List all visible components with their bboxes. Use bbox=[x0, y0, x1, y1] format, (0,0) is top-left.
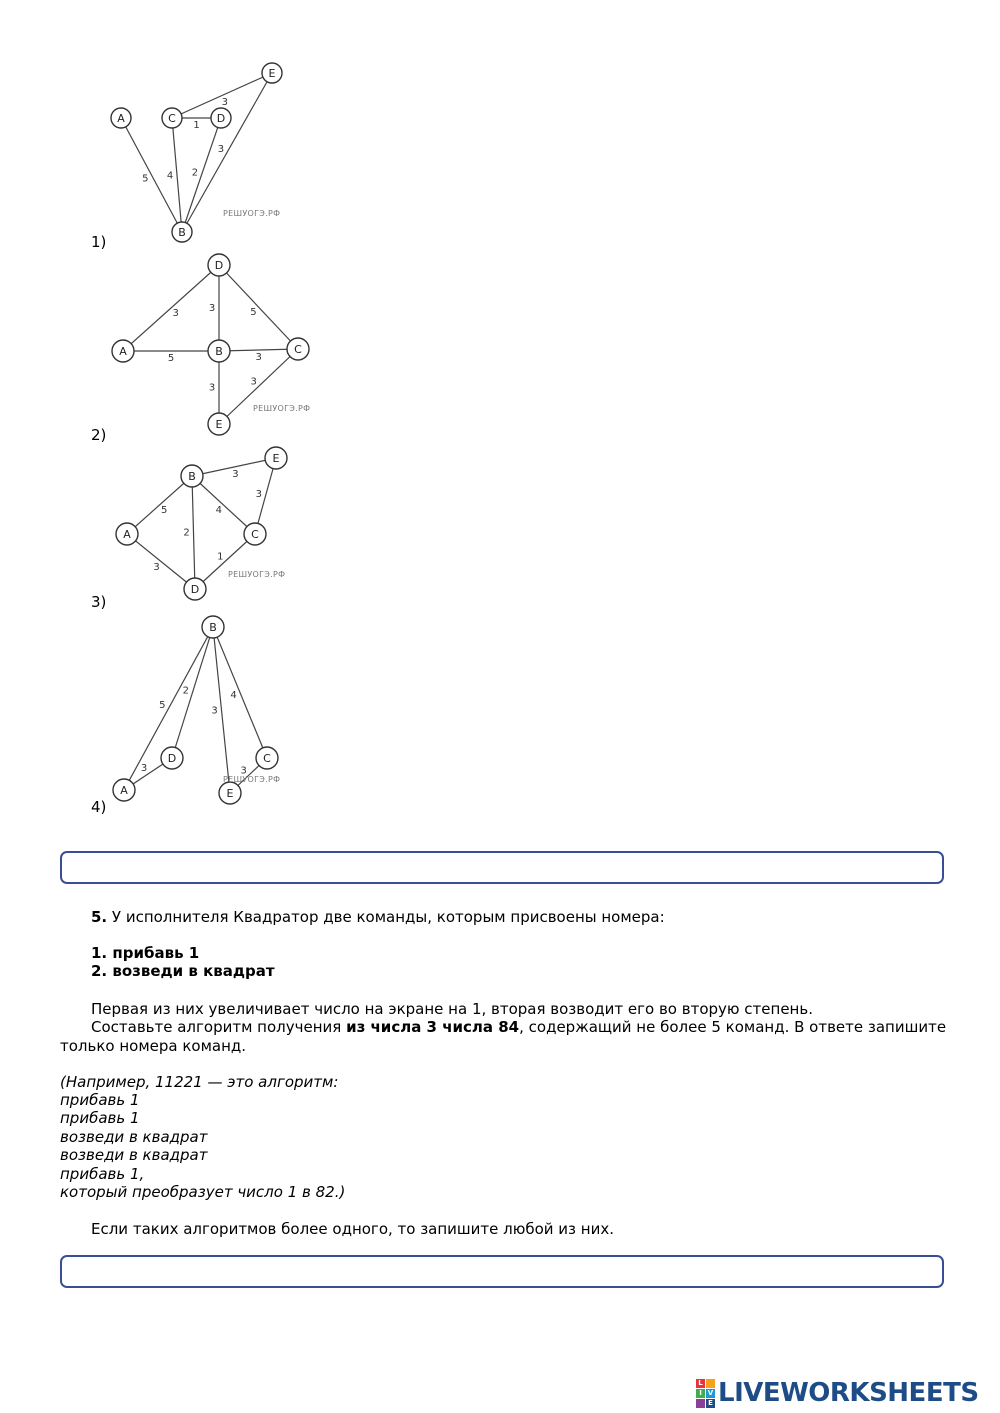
liveworksheets-logo bbox=[696, 1378, 979, 1408]
edge-weight-label: 1 bbox=[193, 120, 200, 131]
example-line-2: прибавь 1 bbox=[60, 1091, 140, 1109]
edge-weight-label: 3 bbox=[140, 763, 148, 775]
logo-mark-cell: L bbox=[696, 1379, 705, 1388]
graph-edge-B-C bbox=[192, 476, 255, 534]
edge-weight-label: 5 bbox=[250, 306, 257, 318]
graph-option-3 bbox=[95, 440, 325, 605]
graph-node-A bbox=[113, 779, 135, 801]
desc2-post: , содержащий не более 5 команд. В ответе запишите bbox=[519, 1018, 947, 1036]
edge-weight-label: 3 bbox=[250, 376, 257, 388]
node-label: D bbox=[167, 752, 177, 765]
edge-weight-label: 5 bbox=[160, 505, 168, 517]
graph-option-2 bbox=[95, 248, 325, 438]
graph-node-C bbox=[256, 747, 278, 769]
graph-node-E bbox=[262, 63, 282, 83]
example-line-7: который преобразует число 1 в 82.) bbox=[60, 1183, 346, 1201]
liveworksheets-logo-mark bbox=[696, 1379, 715, 1408]
task5-note: Если таких алгоритмов более одного, то запишите любой из них. bbox=[91, 1220, 614, 1238]
command-1-number: 1. bbox=[91, 944, 108, 962]
option-number-3: 3) bbox=[91, 593, 107, 611]
node-label: B bbox=[215, 345, 223, 358]
edge-weight-label: 2 bbox=[183, 527, 190, 539]
example-line-5: возведи в квадрат bbox=[60, 1146, 208, 1164]
graph-node-C bbox=[244, 523, 266, 545]
edge-weight-label: 5 bbox=[159, 700, 166, 712]
graph-node-B bbox=[208, 340, 230, 362]
node-label: E bbox=[226, 787, 234, 800]
node-label: C bbox=[294, 343, 302, 356]
edge-weight-label: 4 bbox=[166, 170, 174, 182]
edge-weight-label: 3 bbox=[172, 308, 179, 320]
edge-weight-label: 2 bbox=[182, 685, 190, 697]
graph-option-1 bbox=[95, 58, 325, 248]
node-label: A bbox=[120, 784, 128, 797]
node-label: D bbox=[214, 259, 224, 272]
graph-watermark: РЕШУОГЭ.РФ bbox=[223, 209, 281, 218]
edge-weight-label: 1 bbox=[217, 551, 224, 563]
graph-watermark: РЕШУОГЭ.РФ bbox=[223, 775, 281, 784]
graph-watermark: РЕШУОГЭ.РФ bbox=[228, 570, 286, 579]
option-number-2: 2) bbox=[91, 426, 107, 444]
graph-edge-A-D bbox=[127, 534, 195, 589]
example-line-4: возведи в квадрат bbox=[60, 1128, 208, 1146]
node-label: B bbox=[188, 470, 196, 483]
graph-node-D bbox=[184, 578, 206, 600]
graph-node-D bbox=[211, 108, 231, 128]
graph-node-B bbox=[202, 616, 224, 638]
graph-node-D bbox=[208, 254, 230, 276]
edge-weight-label: 4 bbox=[230, 690, 237, 702]
graph-option-4 bbox=[95, 608, 325, 808]
graph-node-E bbox=[219, 782, 241, 804]
edge-weight-label: 3 bbox=[211, 705, 218, 717]
desc2-bold: из числа 3 числа 84 bbox=[346, 1018, 520, 1036]
node-label: E bbox=[272, 452, 280, 465]
task5-intro bbox=[91, 908, 665, 926]
node-label: B bbox=[178, 226, 186, 239]
liveworksheets-logo-text: LIVEWORKSHEETS bbox=[718, 1378, 979, 1408]
answer-input-task4[interactable] bbox=[60, 851, 944, 884]
logo-mark-cell: E bbox=[706, 1399, 715, 1408]
logo-mark-cell bbox=[706, 1379, 715, 1388]
node-label: E bbox=[215, 418, 223, 431]
edge-weight-label: 5 bbox=[167, 353, 175, 364]
answer-input-task5[interactable] bbox=[60, 1255, 944, 1288]
edge-weight-label: 3 bbox=[217, 144, 225, 156]
edge-weight-label: 3 bbox=[153, 561, 160, 573]
edge-weight-label: 3 bbox=[208, 382, 216, 394]
task5-description-2 bbox=[91, 1018, 946, 1036]
command-2-text: возведи в квадрат bbox=[112, 962, 275, 980]
edge-weight-label: 5 bbox=[142, 173, 149, 185]
edge-weight-label: 4 bbox=[215, 505, 222, 517]
edge-weight-label: 2 bbox=[191, 167, 199, 179]
task5-description-1: Первая из них увеличивает число на экране на 1, вторая возводит его во вторую степень. bbox=[91, 1000, 813, 1018]
option-number-1: 1) bbox=[91, 233, 107, 251]
node-label: C bbox=[251, 528, 259, 541]
graph-node-A bbox=[111, 108, 131, 128]
node-label: C bbox=[168, 112, 176, 125]
graph-node-E bbox=[208, 413, 230, 435]
graph-edge-D-B bbox=[182, 118, 221, 232]
task5-number: 5. bbox=[91, 908, 108, 926]
graph-3-svg bbox=[95, 440, 325, 605]
graph-node-B bbox=[181, 465, 203, 487]
graph-edge-A-D bbox=[123, 265, 219, 351]
graph-edge-B-D bbox=[172, 627, 213, 758]
graph-2-svg bbox=[95, 248, 325, 438]
graph-1-svg bbox=[95, 58, 325, 248]
logo-mark-cell bbox=[696, 1399, 705, 1408]
graph-node-C bbox=[287, 338, 309, 360]
graph-edge-B-C bbox=[213, 627, 267, 758]
logo-mark-cell: V bbox=[707, 1388, 714, 1397]
task5-intro-text: У исполнителя Квадратор две команды, которым присвоены номера: bbox=[111, 908, 665, 926]
task5-description-3: только номера команд. bbox=[60, 1037, 247, 1055]
edge-weight-label: 3 bbox=[232, 468, 239, 480]
node-label: C bbox=[263, 752, 271, 765]
graph-edge-B-C bbox=[219, 349, 298, 351]
graph-node-E bbox=[265, 447, 287, 469]
command-2 bbox=[91, 962, 275, 980]
command-1 bbox=[91, 944, 199, 962]
option-number-4: 4) bbox=[91, 798, 107, 816]
node-label: E bbox=[268, 67, 276, 80]
node-label: D bbox=[190, 583, 200, 596]
node-label: D bbox=[216, 112, 226, 125]
graph-watermark: РЕШУОГЭ.РФ bbox=[253, 404, 311, 413]
edge-weight-label: 3 bbox=[255, 351, 262, 363]
node-label: A bbox=[123, 528, 131, 541]
graph-edge-A-B bbox=[127, 476, 192, 534]
command-2-number: 2. bbox=[91, 962, 108, 980]
graph-node-B bbox=[172, 222, 192, 242]
graph-node-D bbox=[161, 747, 183, 769]
command-1-text: прибавь 1 bbox=[112, 944, 200, 962]
graph-edge-B-D bbox=[192, 476, 195, 589]
graph-edge-D-C bbox=[219, 265, 298, 349]
edge-weight-label: 3 bbox=[208, 303, 216, 314]
example-line-1: (Например, 11221 — это алгоритм: bbox=[60, 1073, 339, 1091]
graph-4-svg bbox=[95, 608, 325, 808]
edge-weight-label: 3 bbox=[221, 96, 229, 108]
logo-mark-cell: I bbox=[696, 1389, 705, 1398]
edge-weight-label: 3 bbox=[255, 489, 262, 501]
edge-weight-label: 3 bbox=[240, 765, 247, 777]
example-line-3: прибавь 1 bbox=[60, 1109, 140, 1127]
desc2-pre: Составьте алгоритм получения bbox=[91, 1018, 347, 1036]
graph-node-A bbox=[116, 523, 138, 545]
node-label: A bbox=[117, 112, 125, 125]
graph-node-C bbox=[162, 108, 182, 128]
graph-node-A bbox=[112, 340, 134, 362]
graph-edge-C-D bbox=[195, 534, 255, 589]
example-line-6: прибавь 1, bbox=[60, 1165, 145, 1183]
node-label: B bbox=[209, 621, 217, 634]
node-label: A bbox=[119, 345, 127, 358]
